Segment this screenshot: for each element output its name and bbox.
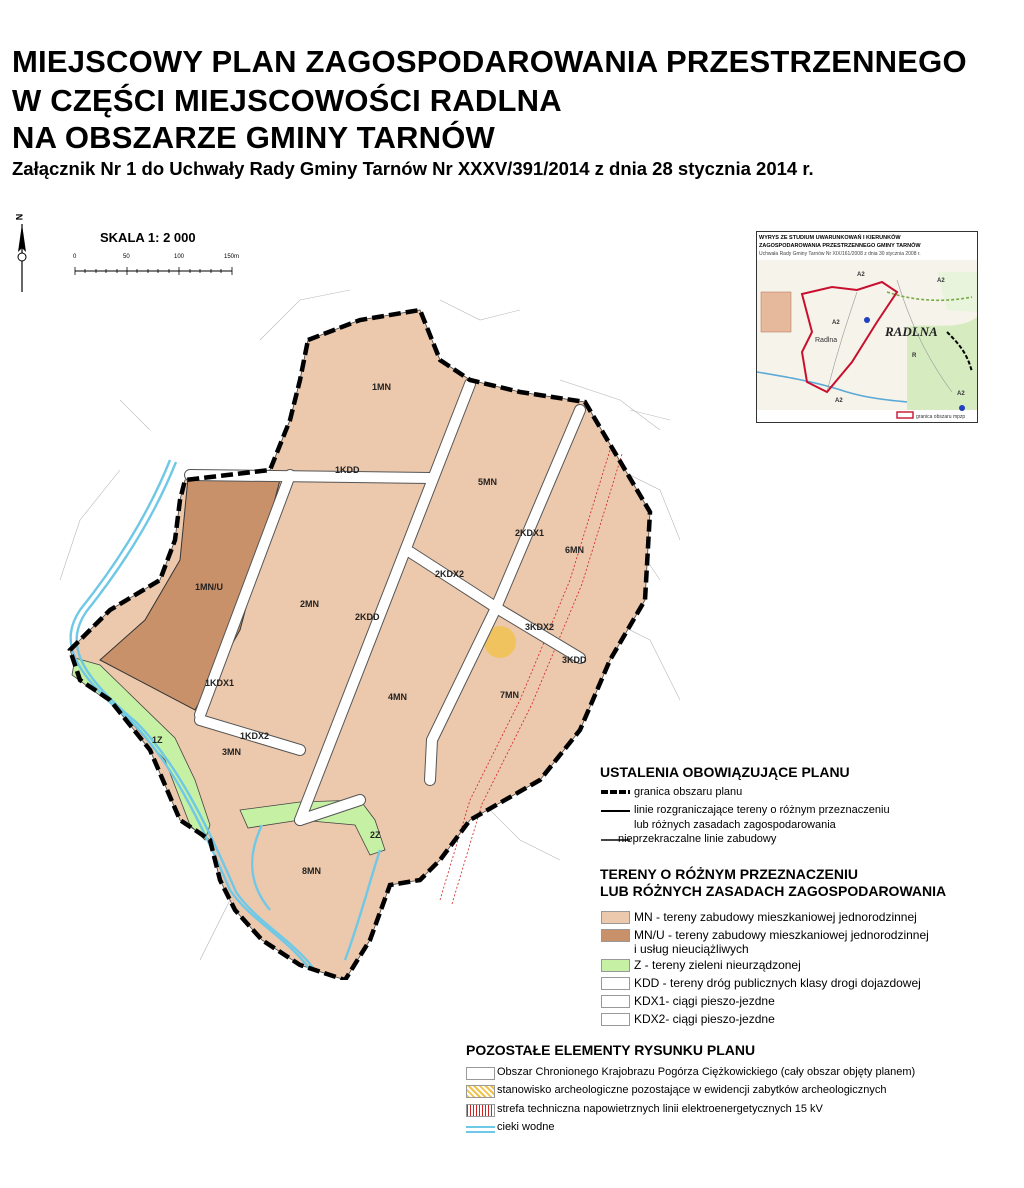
inset-label-a2-2: A2 [937, 278, 945, 284]
legend-heading-zones-2: LUB RÓŻNYCH ZASADACH ZAGOSPODAROWANIA [600, 883, 947, 899]
inset-subheading: Uchwała Rady Gminy Tarnów Nr XIX/161/2008 z dnia 30 stycznia 2008 r. [759, 251, 921, 257]
scale-bar [74, 262, 234, 270]
legend-heading-zones-1: TERENY O RÓŻNYM PRZEZNACZENIU [600, 866, 858, 882]
label-3kdx2: 3KDX2 [525, 622, 555, 632]
inset-label-a2-4: A2 [835, 398, 843, 404]
legend-archaeo: stanowisko archeologiczne pozostające w ewidencji zabytków archeologicznych [497, 1084, 887, 1096]
inset-legend-label: granica obszaru mpzp [916, 414, 966, 420]
label-7mn: 7MN [500, 690, 520, 700]
legend-heading-binding: USTALENIA OBOWIĄZUJĄCE PLANU [600, 764, 850, 780]
label-2mn: 2MN [300, 599, 320, 609]
legend-water: cieki wodne [497, 1121, 555, 1133]
legend-boundary-swatch [601, 790, 630, 794]
legend-kdx1-swatch [601, 995, 630, 1008]
label-2kdx1: 2KDX1 [515, 528, 545, 538]
legend-lines-swatch [601, 810, 630, 812]
label-1kdx2: 1KDX2 [240, 731, 270, 741]
label-4mn: 4MN [388, 692, 408, 702]
legend-landscape: Obszar Chronionego Krajobrazu Pogórza Ciężkowickiego (cały obszar objęty planem) [497, 1066, 916, 1078]
legend-building-lines: nieprzekraczalne linie zabudowy [618, 833, 777, 845]
legend-mnu-2: i usług nieuciążliwych [634, 942, 749, 956]
label-1mn: 1MN [372, 382, 392, 392]
scale-tick-50: 50 [123, 254, 130, 260]
legend-landscape-swatch [466, 1067, 495, 1080]
title-line-2: W CZĘŚCI MIEJSCOWOŚCI RADLNA [12, 83, 562, 118]
north-letter: N [14, 213, 25, 221]
label-1z: 1Z [152, 735, 163, 745]
title-line-1: MIEJSCOWY PLAN ZAGOSPODAROWANIA PRZESTRZENNEGO [12, 44, 967, 79]
label-2kdd: 2KDD [355, 612, 380, 622]
legend-z-swatch [601, 959, 630, 972]
label-1mnu: 1MN/U [195, 582, 224, 592]
legend-kdx1: KDX1- ciągi pieszo-jezdne [634, 994, 775, 1008]
scale-tick-0: 0 [73, 254, 77, 260]
label-3kdd: 3KDD [562, 655, 587, 665]
legend-power-swatch [466, 1104, 495, 1117]
label-6mn: 6MN [565, 545, 585, 555]
inset-label-a2-1: A2 [857, 272, 865, 278]
legend-kdx2-swatch [601, 1013, 630, 1026]
inset-heading-2: ZAGOSPODAROWANIA PRZESTRZENNEGO GMINY TARNÓW [759, 243, 921, 249]
label-8mn: 8MN [302, 866, 322, 876]
inset-village-name: Radlna [815, 337, 838, 344]
legend-mnu-swatch [601, 929, 630, 942]
inset-label-a2-5: A2 [957, 391, 965, 397]
legend-water-swatch [466, 1126, 495, 1133]
legend-power: strefa techniczna napowietrznych linii elektroenergetycznych 15 kV [497, 1103, 823, 1115]
subtitle: Załącznik Nr 1 do Uchwały Rady Gminy Tarnów Nr XXXV/391/2014 z dnia 28 stycznia 2014 r. [12, 158, 814, 179]
plan-map [0, 280, 680, 980]
scale-label: SKALA 1: 2 000 [100, 230, 196, 245]
legend-mn-swatch [601, 911, 630, 924]
legend-lines-2: lub różnych zasadach zagospodarowania [634, 819, 836, 831]
title-line-3: NA OBSZARZE GMINY TARNÓW [12, 120, 495, 155]
legend-boundary: granica obszaru planu [634, 786, 743, 798]
legend-lines-1: linie rozgraniczające tereny o różnym przeznaczeniu [634, 804, 890, 816]
scale-tick-150: 150m [224, 254, 240, 260]
legend-mn: MN - tereny zabudowy mieszkaniowej jednorodzinnej [634, 910, 917, 924]
legend-kdx2: KDX2- ciągi pieszo-jezdne [634, 1012, 775, 1026]
inset-label-r: R [912, 353, 917, 359]
legend-z: Z - tereny zieleni nieurządzonej [634, 958, 801, 972]
label-1kdx1: 1KDX1 [205, 678, 235, 688]
label-2z: 2Z [370, 830, 381, 840]
scale-tick-100: 100 [174, 254, 185, 260]
legend-mnu-1: MN/U - tereny zabudowy mieszkaniowej jednorodzinnej [634, 928, 929, 942]
inset-map [756, 231, 978, 423]
legend-archaeo-swatch [466, 1085, 495, 1098]
legend-kdd: KDD - tereny dróg publicznych klasy drogi dojazdowej [634, 976, 921, 990]
legend-heading-other: POZOSTAŁE ELEMENTY RYSUNKU PLANU [466, 1042, 756, 1058]
inset-place-name: RADLNA [885, 324, 938, 339]
label-3mn: 3MN [222, 747, 242, 757]
inset-label-a2-3: A2 [832, 320, 840, 326]
legend-kdd-swatch [601, 977, 630, 990]
label-5mn: 5MN [478, 477, 498, 487]
label-1kdd: 1KDD [335, 465, 360, 475]
inset-heading-1: WYRYS ZE STUDIUM UWARUNKOWAŃ I KIERUNKÓW [759, 235, 901, 241]
label-2kdx2: 2KDX2 [435, 569, 465, 579]
